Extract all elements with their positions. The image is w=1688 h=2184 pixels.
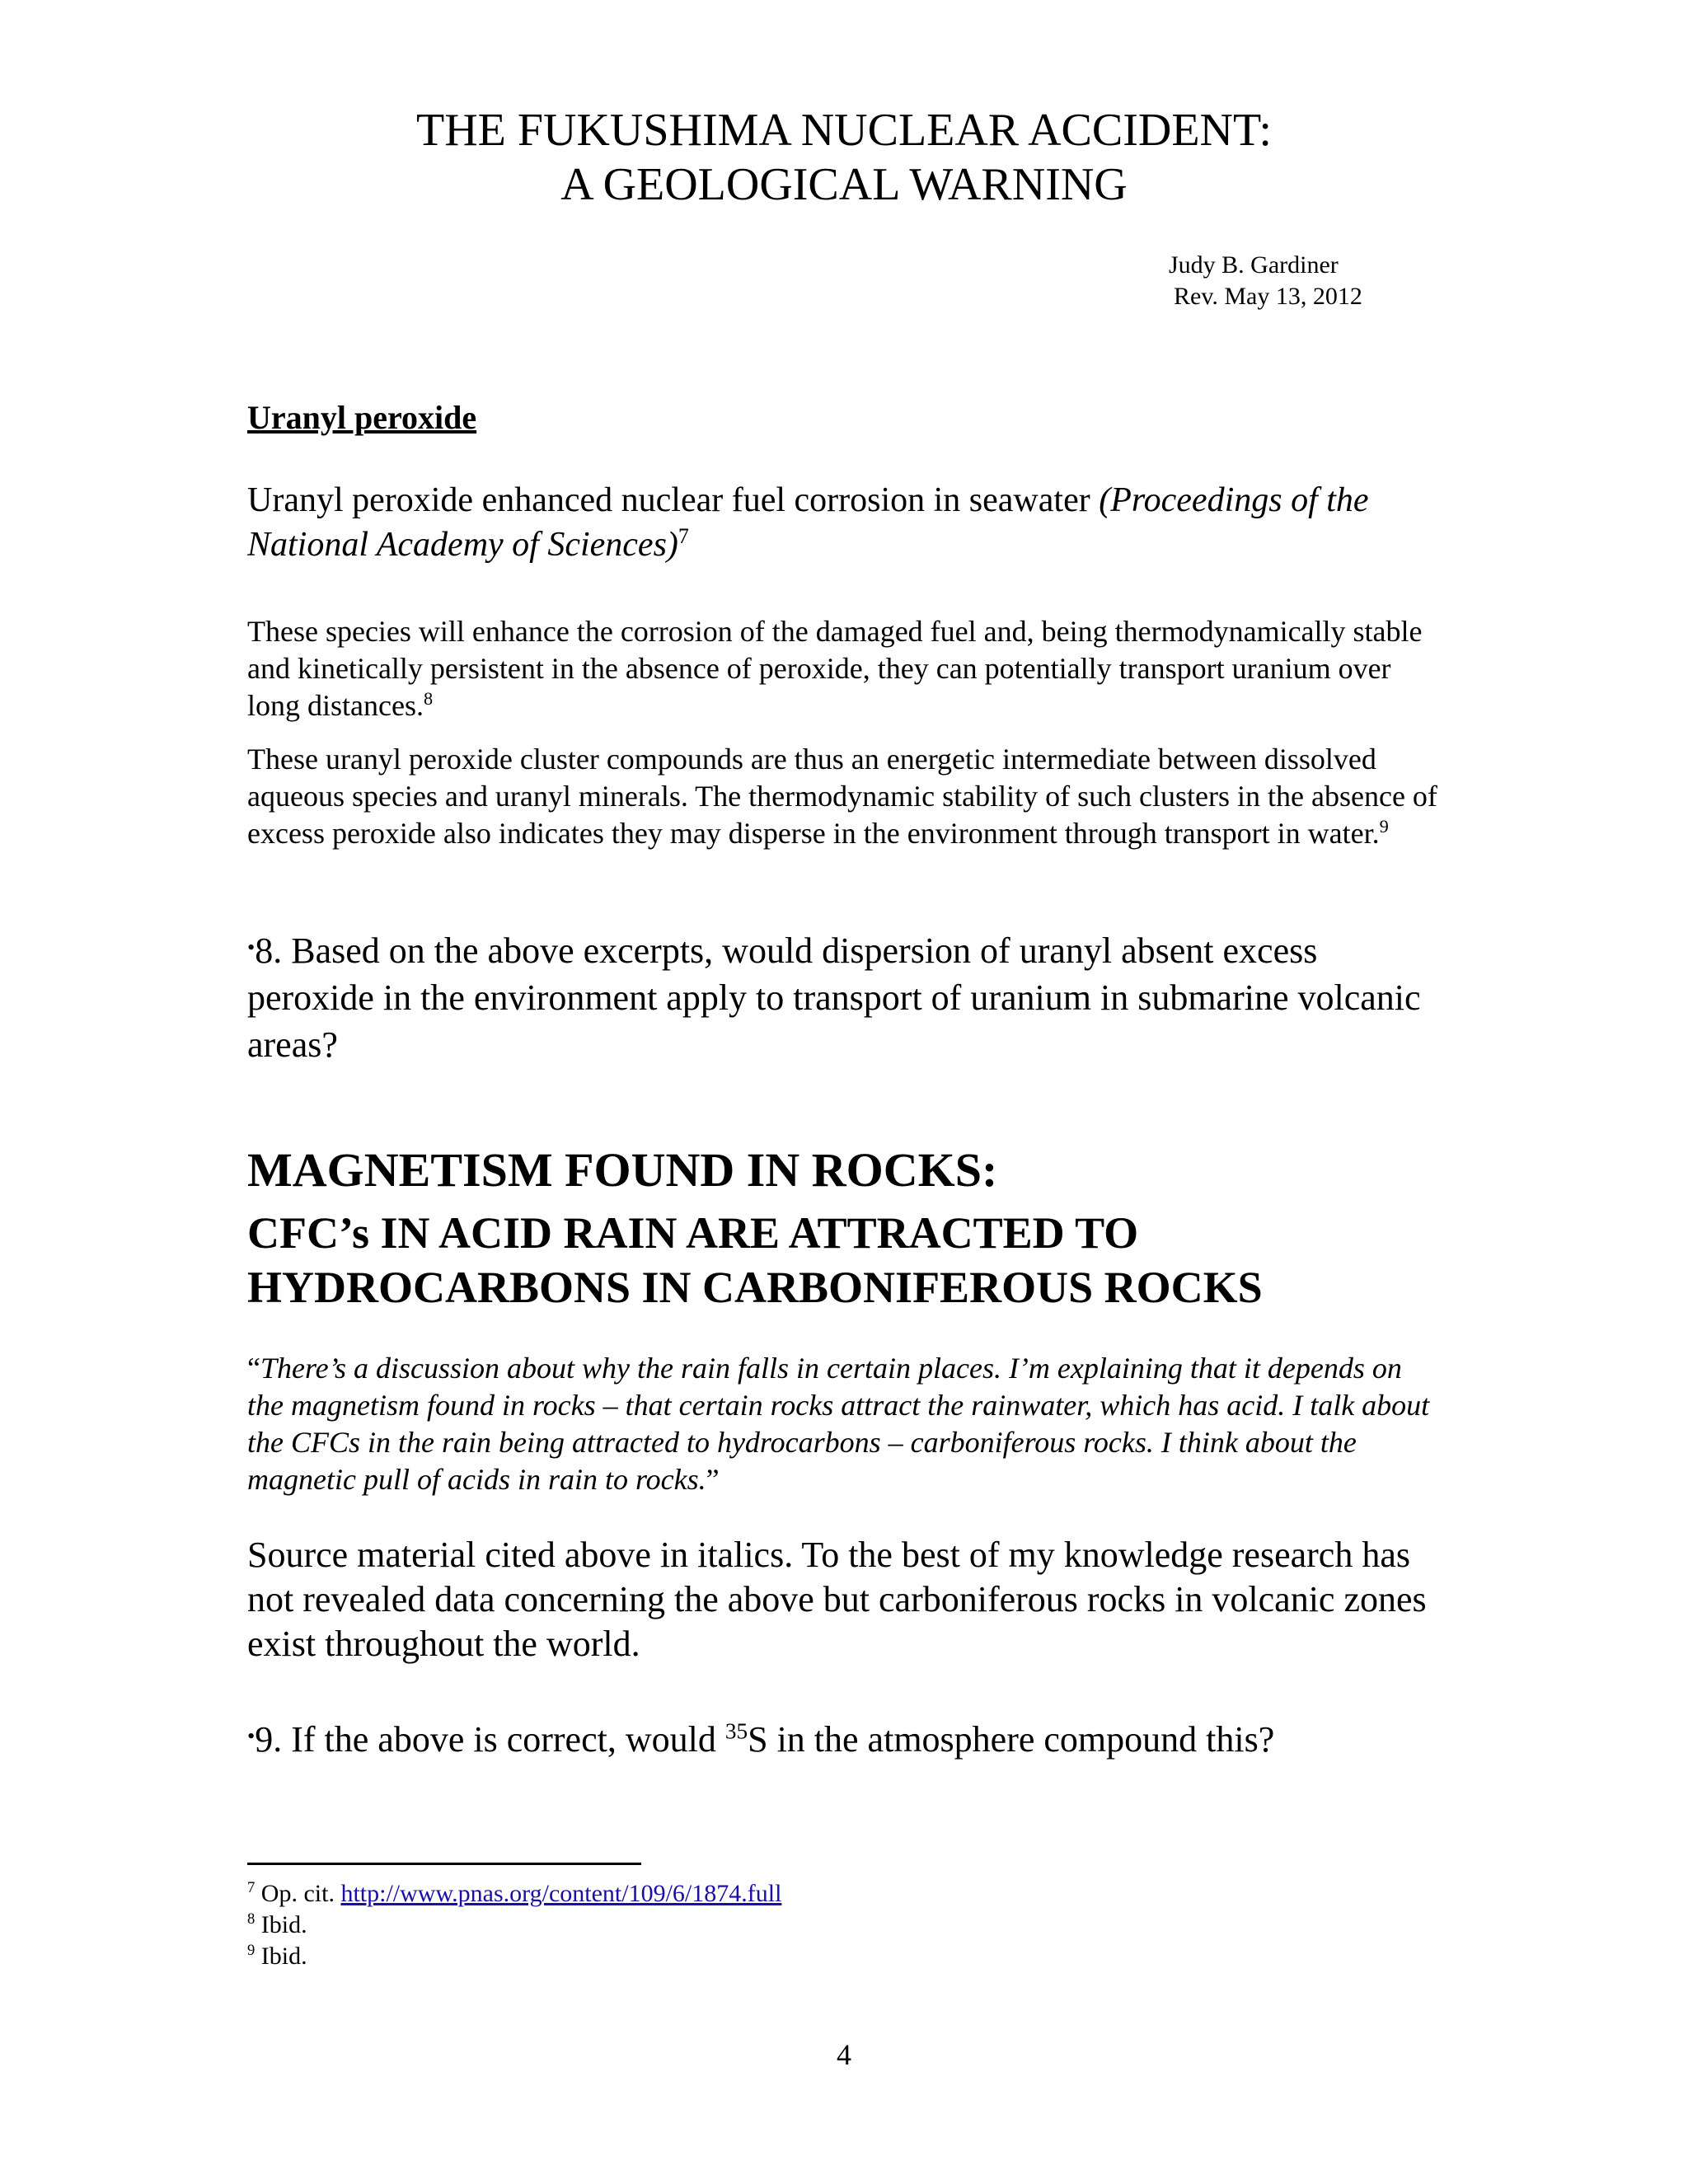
footnote-divider bbox=[247, 1863, 641, 1865]
open-quote: “ bbox=[247, 1352, 260, 1385]
author-name: Judy B. Gardiner bbox=[1169, 251, 1339, 279]
lead-citation: (Proceedings of the National Academy of Sciences) bbox=[247, 481, 1369, 564]
bullet-icon: • bbox=[247, 1723, 256, 1748]
footnote-ref-7: 7 bbox=[678, 524, 689, 548]
author-block bbox=[1169, 250, 1362, 312]
excerpt-1-text: These species will enhance the corrosion of the damaged fuel and, being thermodynamically stable and kinetically persistent in the absence of peroxide, they can potentially transport uranium over long distances. bbox=[247, 615, 1423, 722]
source-note-paragraph: Source material cited above in italics. To the best of my knowledge research has not revealed data concerning the above but carboniferous rocks in volcanic zones exist throughout the world. bbox=[247, 1535, 1427, 1664]
excerpt-paragraph-1 bbox=[247, 613, 1442, 724]
quote-text: There’s a discussion about why the rain falls in certain places. I’m explaining that it depends on the magnetism found in rocks – that certain rocks attract the rainwater, which has acid. I talk about the CFCs in the rain being attracted to hydrocarbons – carboniferous rocks. I think about the magnetic pull of acids in rain to rocks. bbox=[247, 1352, 1430, 1496]
section-subheading-cfcs bbox=[247, 1206, 1484, 1315]
footnote-7-text: Op. cit. bbox=[260, 1880, 341, 1907]
footnote-8-text: Ibid. bbox=[260, 1911, 307, 1938]
lead-paragraph bbox=[247, 478, 1442, 567]
lead-text: Uranyl peroxide enhanced nuclear fuel corrosion in seawater bbox=[247, 481, 1100, 519]
section-heading-uranyl: Uranyl peroxide bbox=[247, 399, 477, 436]
title-line-2: A GEOLOGICAL WARNING bbox=[560, 159, 1128, 210]
footnote-9 bbox=[247, 1942, 307, 1971]
footnote-7 bbox=[247, 1879, 781, 1909]
footnote-8-number: 8 bbox=[247, 1910, 256, 1928]
footnote-ref-9: 9 bbox=[1379, 816, 1389, 837]
isotope-superscript: 35 bbox=[724, 1718, 748, 1744]
question-9-text-post: S in the atmosphere compound this? bbox=[748, 1719, 1275, 1760]
title-line-1: THE FUKUSHIMA NUCLEAR ACCIDENT: bbox=[416, 105, 1272, 156]
question-9 bbox=[247, 1713, 1442, 1763]
footnote-9-number: 9 bbox=[247, 1942, 256, 1959]
excerpt-2-text: These uranyl peroxide cluster compounds are thus an energetic intermediate between dissolved aqueous species and uranyl minerals. The thermodynamic stability of such clusters in the absence of excess peroxide also indicates they may disperse in the environment through transport in water. bbox=[247, 743, 1437, 850]
excerpt-paragraph-2 bbox=[247, 741, 1442, 852]
revision-date: Rev. May 13, 2012 bbox=[1174, 283, 1362, 310]
question-8-text: 8. Based on the above excerpts, would dispersion of uranyl absent excess peroxide in the environment apply to transport of uranium in submarine volcanic areas? bbox=[247, 930, 1421, 1065]
footnote-8 bbox=[247, 1910, 307, 1940]
page-number: 4 bbox=[837, 2038, 851, 2071]
question-8 bbox=[247, 924, 1442, 1068]
document-title bbox=[0, 103, 1688, 212]
close-quote: ” bbox=[706, 1463, 720, 1496]
subheading-line-1: CFC’s IN ACID RAIN ARE ATTRACTED TO bbox=[247, 1208, 1139, 1258]
footnote-ref-8: 8 bbox=[423, 688, 434, 709]
subheading-line-2: HYDROCARBONS IN CARBONIFEROUS ROCKS bbox=[247, 1263, 1263, 1312]
quoted-source bbox=[247, 1350, 1442, 1498]
footnote-7-link[interactable]: http://www.pnas.org/content/109/6/1874.full bbox=[340, 1880, 782, 1907]
footnote-9-text: Ibid. bbox=[260, 1943, 307, 1970]
footnote-7-number: 7 bbox=[247, 1879, 256, 1896]
bullet-icon: • bbox=[247, 935, 256, 959]
section-heading-magnetism: MAGNETISM FOUND IN ROCKS: bbox=[247, 1143, 998, 1197]
question-9-text-pre: 9. If the above is correct, would bbox=[255, 1719, 725, 1760]
